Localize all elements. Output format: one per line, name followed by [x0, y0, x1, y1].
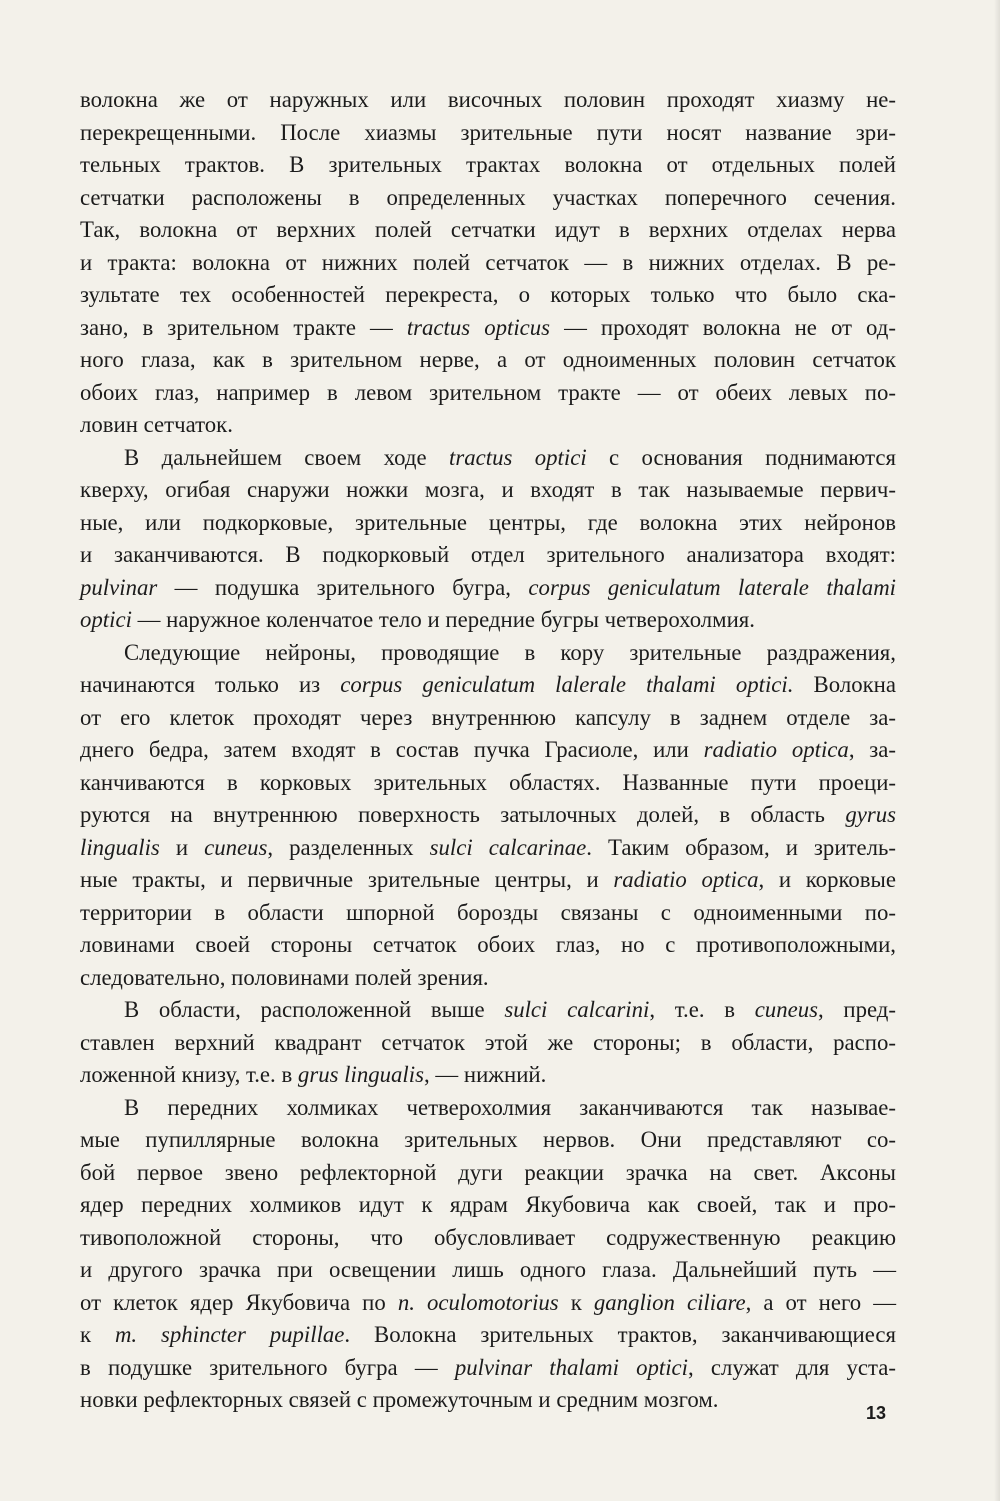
text-run: , за-	[848, 737, 896, 762]
text-line	[80, 799, 896, 832]
text-line	[80, 149, 896, 182]
text-line	[80, 1189, 896, 1222]
text-run: ного глаза, как в зрительном нерве, а от одноименных половин сетчаток	[80, 347, 896, 372]
latin-term: radiatio optica	[613, 867, 759, 892]
text-line	[80, 1352, 896, 1385]
text-line	[80, 572, 896, 605]
latin-term: tractus opticus	[406, 314, 551, 340]
text-line	[80, 214, 896, 247]
text-run: ложенной книзу, т.е. в	[80, 1062, 298, 1087]
text-line	[80, 1222, 896, 1255]
text-line	[80, 929, 896, 962]
page-edge-shadow	[994, 0, 1000, 1501]
latin-term: sulci calcarinae	[429, 834, 587, 860]
text-run: В дальнейшем своем ходе	[124, 444, 450, 470]
text-run: , т.е. в	[649, 997, 755, 1022]
paragraph-p4	[80, 994, 896, 1092]
text-run: Так, волокна от верхних полей сетчатки идут в верхних отделах нерва	[80, 217, 896, 242]
text-run: Волокна	[793, 672, 896, 697]
text-run: Следующие нейроны, проводящие в кору зрительные раздражения,	[124, 639, 896, 665]
text-run: и другого зрачка при освещении лишь одного глаза. Дальнейший путь —	[80, 1257, 896, 1282]
text-line	[80, 962, 896, 995]
text-run: , служат для уста-	[688, 1354, 896, 1380]
document-page	[80, 84, 896, 1417]
latin-term: radiatio optica	[703, 737, 849, 762]
text-line	[80, 117, 896, 150]
text-run: перекрещенными. После хиазмы зрительные пути носят название зри-	[80, 119, 896, 145]
latin-term: tractus optici	[449, 444, 587, 470]
text-line	[80, 507, 896, 540]
latin-term: pulvinar thalami optici	[454, 1354, 688, 1380]
text-run: днего бедра, затем входят в состав пучка Грасиоле, или	[80, 737, 704, 762]
text-line	[80, 637, 896, 670]
latin-term: pulvinar	[80, 574, 158, 600]
text-run: и заканчиваются. В подкорковый отдел зрительного анализатора входят:	[80, 542, 896, 567]
text-run: ловинами своей стороны сетчаток обоих глаз, но с противоположными,	[80, 932, 896, 957]
text-line	[80, 474, 896, 507]
text-run: следовательно, половинами полей зрения.	[80, 964, 489, 990]
text-run: В передних холмиках четверохолмия заканчиваются так называе-	[124, 1094, 896, 1120]
latin-term: cuneus	[204, 834, 268, 860]
text-run: обоих глаз, например в левом зрительном тракте — от обеих левых по-	[80, 379, 896, 405]
text-run: зультате тех особенностей перекреста, о которых только что было ска-	[80, 282, 896, 307]
text-line	[80, 1157, 896, 1190]
text-run: — подушка зрительного бугра,	[157, 574, 529, 600]
text-line	[80, 832, 896, 865]
paragraph-p1	[80, 84, 896, 442]
paragraph-p2	[80, 442, 896, 637]
text-run: ные, или подкорковые, зрительные центры, где волокна этих нейронов	[80, 509, 896, 535]
text-line	[80, 247, 896, 280]
text-run: ловин сетчаток.	[80, 412, 233, 437]
text-run: от его клеток проходят через внутреннюю капсулу в заднем отделе за-	[80, 704, 896, 730]
text-run: ставлен верхний квадрант сетчаток этой же стороны; в области, распо-	[80, 1029, 896, 1055]
latin-term: sulci calcarini	[504, 997, 650, 1022]
text-line	[80, 279, 896, 312]
text-line	[80, 312, 896, 345]
text-run: руются на внутреннюю поверхность затылочных долей, в область	[80, 802, 846, 827]
latin-term: cuneus	[754, 997, 818, 1022]
text-line	[80, 669, 896, 702]
text-line	[80, 1092, 896, 1125]
text-run: и тракта: волокна от нижних полей сетчаток — в нижних отделах. В ре-	[80, 249, 896, 275]
latin-term: m. sphincter pupillae	[114, 1322, 345, 1347]
text-run: волокна же от наружных или височных половин проходят хиазму не-	[80, 87, 896, 112]
text-run: , а от него —	[745, 1289, 897, 1315]
text-line	[80, 702, 896, 735]
text-run: , — нижний.	[423, 1062, 547, 1087]
text-line	[80, 1059, 896, 1092]
text-run: сетчатки расположены в определенных участках поперечного сечения.	[80, 184, 896, 210]
text-line	[80, 182, 896, 215]
text-run: — наружное коленчатое тело и передние бугры четверохолмия.	[131, 607, 755, 632]
text-line	[80, 1319, 896, 1352]
text-run: начинаются только из	[80, 672, 341, 697]
text-run: мые пупиллярные волокна зрительных нервов. Они представляют со-	[80, 1127, 896, 1152]
text-line	[80, 84, 896, 117]
text-run: канчиваются в корковых зрительных областях. Названные пути проеци-	[80, 769, 896, 795]
text-run: новки рефлекторных связей с промежуточным и средним мозгом.	[80, 1387, 719, 1412]
text-run: — проходят волокна не от од-	[550, 314, 896, 340]
text-run: от клеток ядер Якубовича по	[80, 1289, 398, 1315]
text-run: зано, в зрительном тракте —	[80, 314, 407, 340]
text-run: с основания поднимаются	[586, 444, 896, 470]
text-run: . Таким образом, и зритель-	[586, 834, 896, 860]
paragraph-p5	[80, 1092, 896, 1417]
text-run: , разделенных	[267, 834, 430, 860]
text-line	[80, 1027, 896, 1060]
text-line	[80, 897, 896, 930]
text-line	[80, 1287, 896, 1320]
latin-term: gyrus	[845, 802, 896, 827]
text-line	[80, 409, 896, 442]
text-run: бой первое звено рефлекторной дуги реакции зрачка на свет. Аксоны	[80, 1159, 896, 1185]
latin-term: corpus geniculatum laterale thalami	[528, 574, 896, 600]
text-run: , и корковые	[758, 867, 896, 892]
text-run: тивоположной стороны, что обусловливает содружественную реакцию	[80, 1224, 896, 1250]
text-run: к	[558, 1289, 594, 1315]
text-line	[80, 604, 896, 637]
text-run: кверху, огибая снаружи ножки мозга, и входят в так называемые первич-	[80, 477, 896, 502]
latin-term: n. oculomotorius	[397, 1289, 559, 1315]
text-line	[80, 1384, 896, 1417]
page-number: 13	[866, 1403, 887, 1423]
text-line	[80, 442, 896, 475]
text-line	[80, 1124, 896, 1157]
text-run: тельных трактов. В зрительных трактах волокна от отдельных полей	[80, 152, 896, 177]
latin-term: ganglion ciliare	[593, 1289, 746, 1315]
text-run: , пред-	[818, 997, 896, 1022]
text-line	[80, 377, 896, 410]
text-line	[80, 734, 896, 767]
text-run: к	[80, 1322, 115, 1347]
paragraph-p3	[80, 637, 896, 995]
text-run: В области, расположенной выше	[124, 997, 505, 1022]
text-line	[80, 539, 896, 572]
text-run: и	[159, 834, 205, 860]
text-run: . Волокна зрительных трактов, заканчивающиеся	[344, 1322, 896, 1347]
latin-term: corpus geniculatum lalerale thalami optici.	[340, 672, 794, 697]
text-run: ядер передних холмиков идут к ядрам Якубовича как своей, так и про-	[80, 1192, 896, 1217]
text-line	[80, 767, 896, 800]
text-line	[80, 1254, 896, 1287]
text-run: ные тракты, и первичные зрительные центры, и	[80, 867, 614, 892]
text-line	[80, 994, 896, 1027]
text-run: в подушке зрительного бугра —	[80, 1354, 455, 1380]
text-line	[80, 344, 896, 377]
text-run: территории в области шпорной борозды связаны с одноименными по-	[80, 899, 896, 925]
latin-term: lingualis	[80, 834, 160, 860]
latin-term: optici	[80, 607, 132, 632]
latin-term: grus lingualis	[297, 1062, 424, 1087]
text-line	[80, 864, 896, 897]
